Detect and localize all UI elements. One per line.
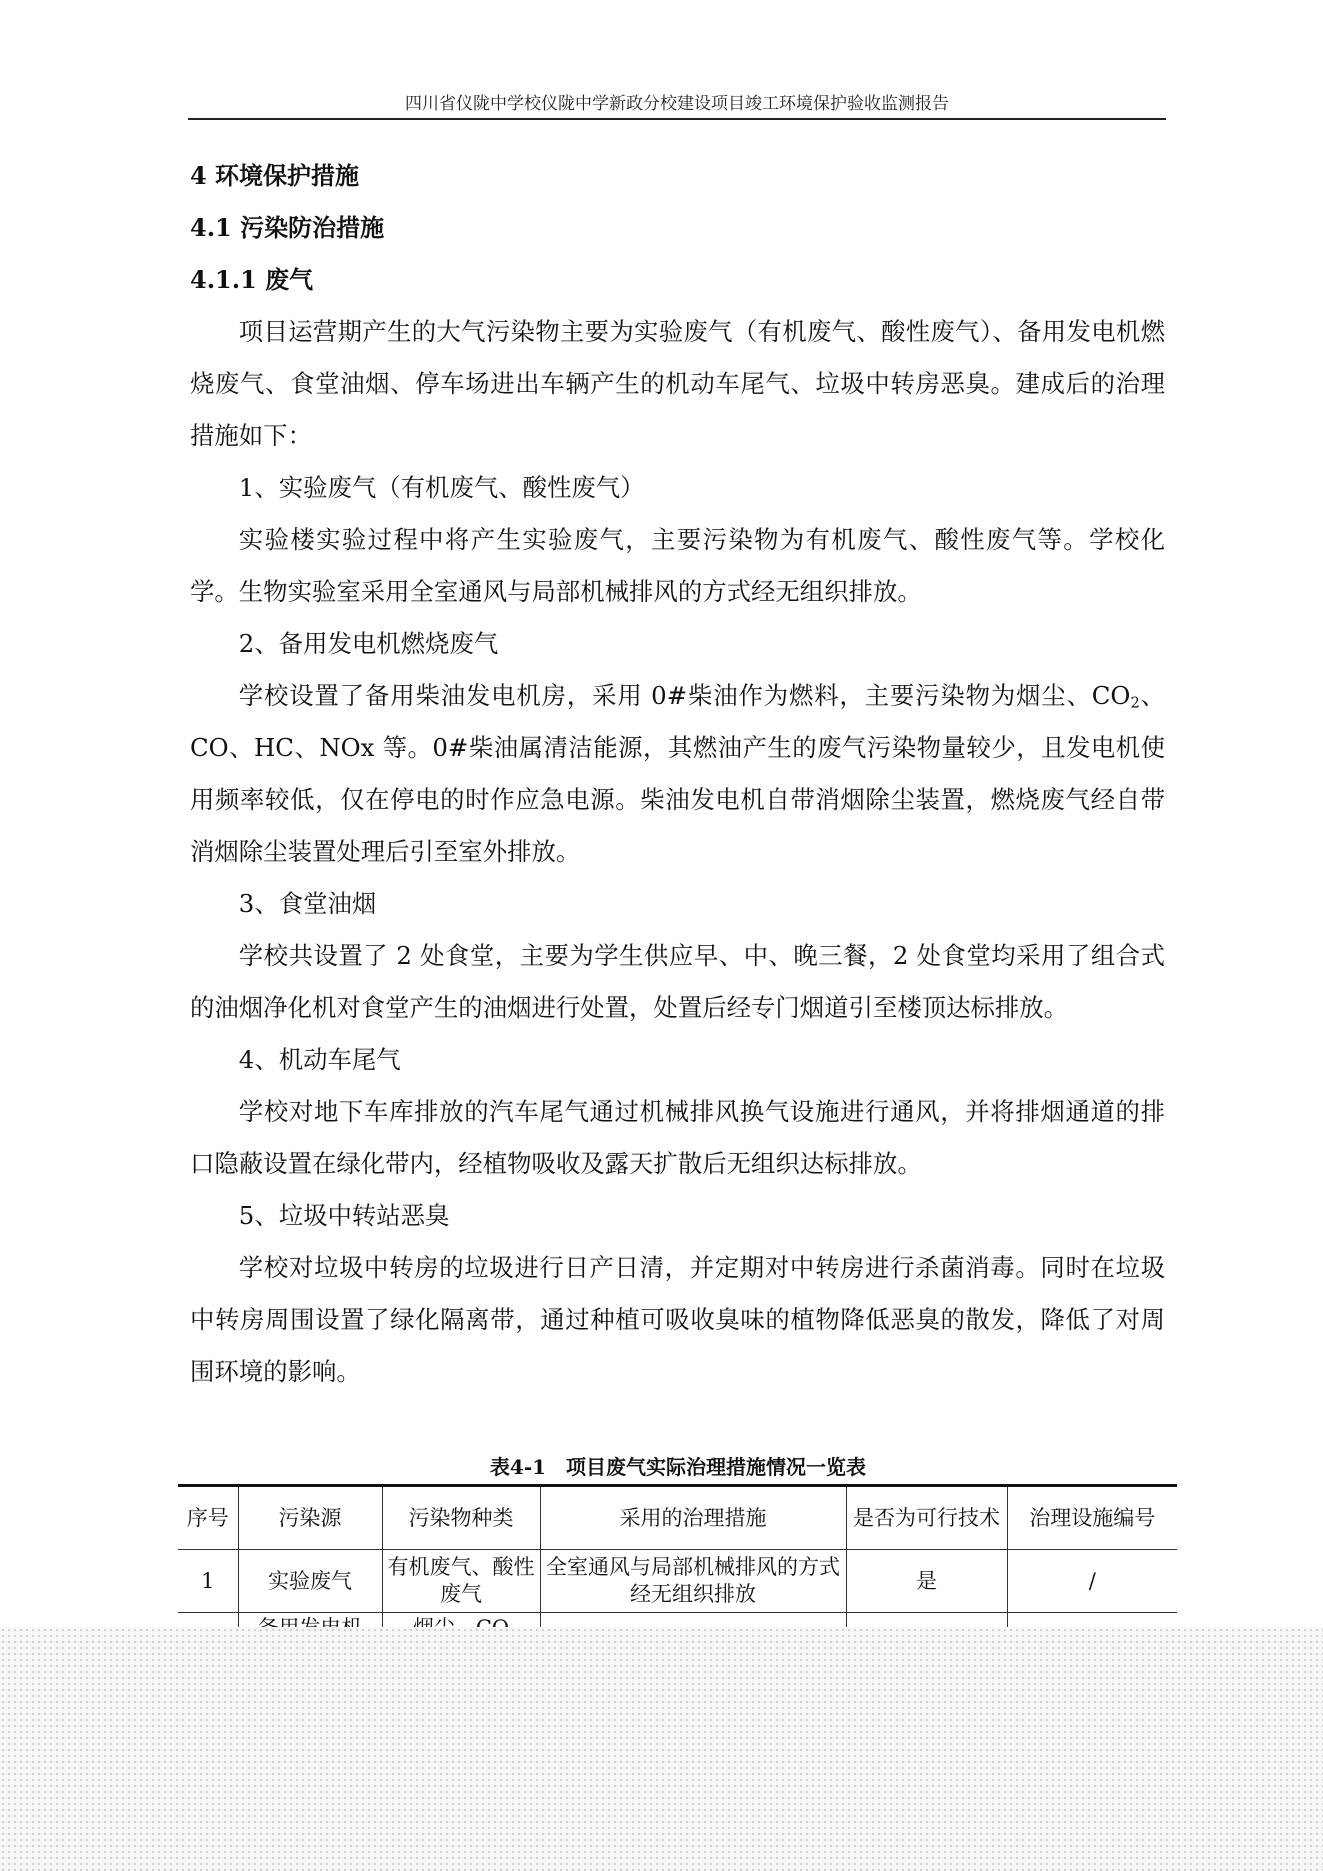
section-heading-4: 4 环境保护措施 bbox=[190, 161, 360, 190]
item-text-2-part-b: 、CO、HC、NOx 等。0#柴油属清洁能源，其燃油产生的废气污染物量较少，且发电机使用频率较低，仅在停电的时作应急电源。柴油发电机自带消烟除尘装置，燃烧废气经自带消烟除尘装置处理后引至室外排放。 bbox=[190, 681, 1165, 866]
col-header-index: 序号 bbox=[178, 1486, 238, 1550]
item-text-4: 学校对地下车库排放的汽车尾气通过机械排风换气设施进行通风，并将排烟通道的排口隐蔽设置在绿化带内，经植物吸收及露天扩散后无组织达标排放。 bbox=[190, 1097, 1165, 1178]
table-header-row bbox=[178, 1486, 1177, 1550]
col-header-facility-id: 治理设施编号 bbox=[1007, 1486, 1177, 1550]
table-row bbox=[178, 1550, 1177, 1613]
document-body bbox=[190, 150, 1165, 1398]
item-title-4: 4、机动车尾气 bbox=[238, 1045, 401, 1074]
item-text-2-part-a: 学校设置了备用柴油发电机房，采用 0#柴油作为燃料，主要污染物为烟尘、CO bbox=[238, 681, 1131, 710]
col-header-source: 污染源 bbox=[238, 1486, 382, 1550]
table-caption: 表4-1 项目废气实际治理措施情况一览表 bbox=[489, 1455, 867, 1479]
section-heading-4-1-1: 4.1.1 废气 bbox=[190, 265, 314, 294]
intro-paragraph: 项目运营期产生的大气污染物主要为实验废气（有机废气、酸性废气）、备用发电机燃烧废气、食堂油烟、停车场进出车辆产生的机动车尾气、垃圾中转房恶臭。建成后的治理措施如下： bbox=[190, 317, 1165, 450]
dotted-overlay bbox=[0, 1627, 1323, 1871]
item-text-5: 学校对垃圾中转房的垃圾进行日产日清，并定期对中转房进行杀菌消毒。同时在垃圾中转房周围设置了绿化隔离带，通过种植可吸收臭味的植物降低恶臭的散发，降低了对周围环境的影响。 bbox=[190, 1253, 1165, 1386]
item-title-3: 3、食堂油烟 bbox=[238, 889, 377, 918]
item-text-2 bbox=[190, 670, 1165, 878]
item-title-2: 2、备用发电机燃烧废气 bbox=[238, 629, 499, 658]
item-text-3: 学校共设置了 2 处食堂，主要为学生供应早、中、晚三餐，2 处食堂均采用了组合式的油烟净化机对食堂产生的油烟进行处置，处置后经专门烟道引至楼顶达标排放。 bbox=[190, 941, 1165, 1022]
col-header-pollutant: 污染物种类 bbox=[382, 1486, 540, 1550]
item-text-1: 实验楼实验过程中将产生实验废气，主要污染物为有机废气、酸性废气等。学校化学。生物实验室采用全室通风与局部机械排风的方式经无组织排放。 bbox=[190, 525, 1165, 606]
cell-measure: 全室通风与局部机械排风的方式经无组织排放 bbox=[540, 1550, 846, 1613]
subscript-2: 2 bbox=[1130, 694, 1140, 712]
cell-facility-id: / bbox=[1007, 1550, 1177, 1613]
col-header-feasible: 是否为可行技术 bbox=[846, 1486, 1007, 1550]
item-title-5: 5、垃圾中转站恶臭 bbox=[238, 1201, 450, 1230]
cell-source: 实验废气 bbox=[238, 1550, 382, 1613]
cell-pollutant: 有机废气、酸性废气 bbox=[382, 1550, 540, 1613]
page-header: 四川省仪陇中学校仪陇中学新政分校建设项目竣工环境保护验收监测报告 bbox=[188, 92, 1166, 120]
cell-index: 1 bbox=[178, 1550, 238, 1613]
cell-feasible: 是 bbox=[846, 1550, 1007, 1613]
item-title-1: 1、实验废气（有机废气、酸性废气） bbox=[238, 473, 645, 502]
col-header-measure: 采用的治理措施 bbox=[540, 1486, 846, 1550]
section-heading-4-1: 4.1 污染防治措施 bbox=[190, 213, 385, 242]
